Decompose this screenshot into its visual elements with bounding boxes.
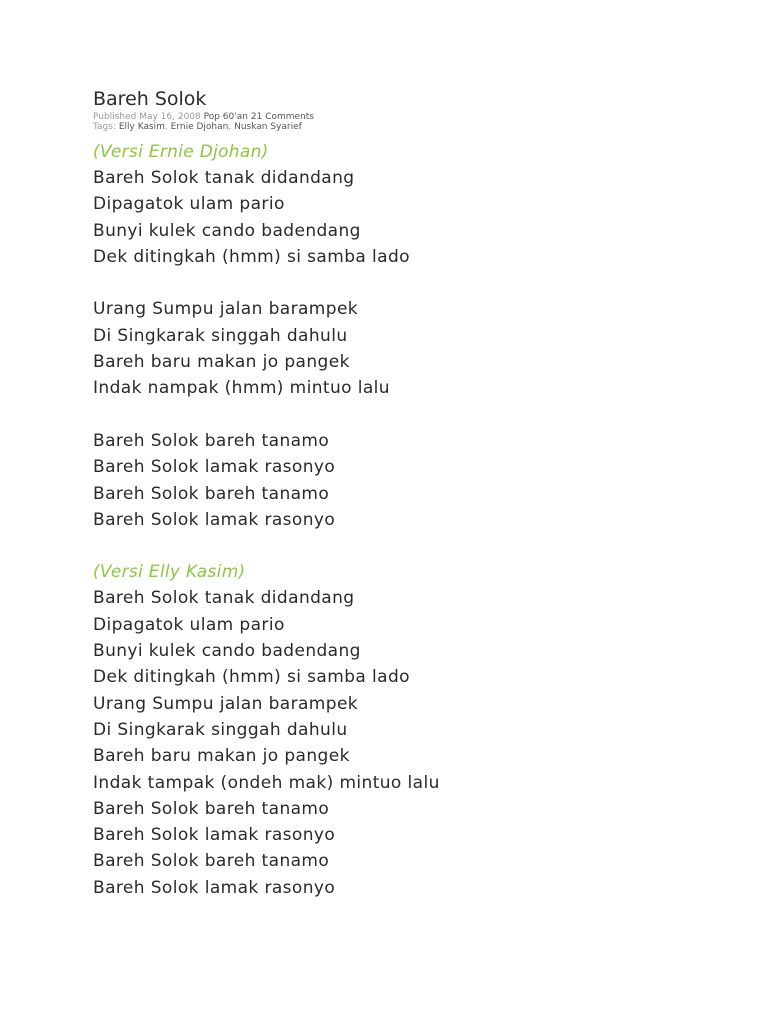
lyric-line: Bareh Solok tanak didandang [93,588,355,609]
blog-post [93,86,713,901]
lyric-line: Bareh Solok tanak didandang [93,168,355,188]
stanza-gap [93,270,713,296]
stanza [93,165,713,270]
tag-link[interactable]: Nuskan Syarief [234,122,302,132]
stanza [93,585,713,901]
published-date: May 16, 2008 [139,112,201,122]
lyric-line: Urang Sumpu jalan barampek [93,693,359,714]
comments-link[interactable]: 21 Comments [250,112,314,122]
lyric-line: Bareh Solok bareh tanamo [93,430,330,451]
lyric-line: Bareh Solok bareh tanamo [93,483,330,504]
lyric-line: Bareh Solok bareh tanamo [93,798,330,819]
post-title[interactable]: Bareh Solok [93,88,207,110]
tag-link[interactable]: Ernie Djohan [170,122,229,132]
section-header-ernie-djohan: (Versi Ernie Djohan) [93,142,269,162]
lyric-line: Indak nampak (hmm) mintuo lalu [93,378,390,399]
lyric-line: Bareh baru makan jo pangek [93,746,350,767]
post-meta [93,112,713,122]
stanza-gap [93,402,713,428]
lyric-line: Bareh Solok bareh tanamo [93,851,330,872]
lyric-line: Bareh Solok lamak rasonyo [93,825,336,846]
lyric-line: Indak tampak (ondeh mak) mintuo lalu [93,772,440,793]
lyric-line: Bunyi kulek cando badendang [93,220,361,241]
lyric-line: Di Singkarak singgah dahulu [93,325,348,346]
lyric-line: Bunyi kulek cando badendang [93,641,361,662]
stanza-gap [93,533,713,559]
lyric-line: Dek ditingkah (hmm) si samba lado [93,667,410,688]
post-tags: Tags: Elly Kasim, Ernie Djohan, Nuskan Syarief [93,122,302,132]
lyric-line: Bareh Solok lamak rasonyo [93,877,336,898]
category-link[interactable]: Pop 60'an [203,112,248,122]
lyric-line: Bareh Solok lamak rasonyo [93,509,336,530]
lyric-line: Dipagatok ulam pario [93,194,285,215]
stanza [93,296,713,401]
lyric-line: Di Singkarak singgah dahulu [93,719,348,740]
published-label: Published [93,112,140,122]
tags-label: Tags: [93,122,119,132]
section-header-elly-kasim: (Versi Elly Kasim) [93,562,246,583]
lyric-line: Urang Sumpu jalan barampek [93,299,359,320]
lyric-line: Bareh Solok lamak rasonyo [93,457,336,478]
tag-link[interactable]: Elly Kasim [118,122,165,132]
lyric-line: Bareh baru makan jo pangek [93,352,350,373]
lyric-line: Dek ditingkah (hmm) si samba lado [93,246,410,267]
stanza [93,428,713,533]
lyric-line: Dipagatok ulam pario [93,614,285,635]
